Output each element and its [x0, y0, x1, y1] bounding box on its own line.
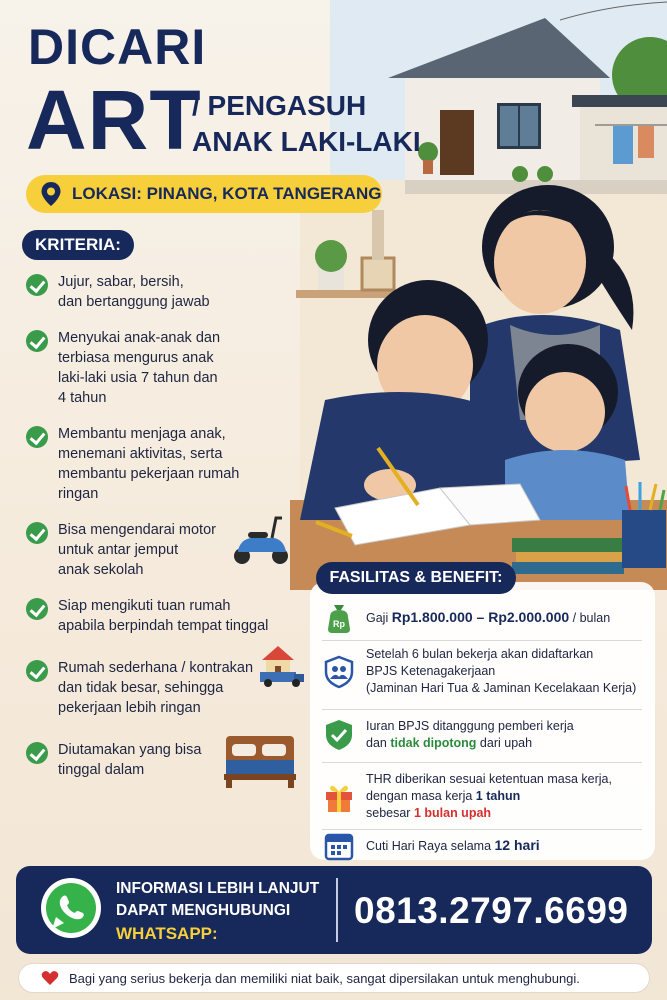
iuran-line-2-pre: dan: [366, 736, 391, 750]
phone-number[interactable]: 0813.2797.6699: [354, 890, 629, 931]
title-subtitle-pengasuh: / PENGASUH: [192, 90, 367, 121]
iuran-line-1: Iuran BPJS ditanggung pemberi kerja: [366, 719, 574, 733]
criteria-line: Diutamakan yang bisa: [58, 742, 202, 758]
heart-icon: [41, 970, 59, 986]
shelf-plant: [315, 240, 347, 272]
criteria-line: Bisa mengendarai motor: [58, 522, 216, 538]
check-icon: [26, 426, 48, 448]
criteria-line: menemani aktivitas, serta: [58, 446, 223, 462]
benefit-thr: [322, 771, 650, 822]
contact-whatsapp-label: WHATSAPP:: [116, 924, 218, 943]
location-text: LOKASI: PINANG, KOTA TANGERANG: [72, 184, 382, 203]
cuti-pre: Cuti Hari Raya selama: [366, 839, 495, 853]
criteria-line: laki-laki usia 7 tahun dan: [58, 370, 218, 386]
window-frame: [372, 210, 384, 260]
thr-line-2-pre: dengan masa kerja: [366, 789, 476, 803]
criteria-line: pekerjaan lebih ringan: [58, 700, 201, 716]
thr-line-3-bold: 1 bulan upah: [413, 806, 492, 820]
title-line-dicari: DICARI: [28, 19, 207, 75]
benefit-iuran: [322, 718, 650, 752]
benefit-divider: [322, 709, 642, 710]
check-icon: [26, 330, 48, 352]
cuti-bold: 12 hari: [494, 837, 540, 853]
benefit-divider: [322, 640, 642, 641]
benefit-salary: [322, 601, 650, 635]
location-badge: [26, 175, 382, 213]
contact-info-line-2: DAPAT MENGHUBUNGI: [116, 902, 291, 919]
title-subtitle-anak: ANAK LAKI-LAKI: [192, 126, 421, 157]
footer-text: Bagi yang serius bekerja dan memiliki niat baik, sangat dipersilakan untuk menghubungi.: [69, 970, 580, 986]
check-icon: [26, 742, 48, 764]
criteria-line: Membantu menjaga anak,: [58, 426, 226, 442]
check-icon: [26, 522, 48, 544]
check-icon: [26, 660, 48, 682]
salary-amount: Rp1.800.000 – Rp2.000.000: [391, 609, 570, 625]
pencil-cup: [622, 510, 666, 568]
money-bag-icon: [322, 601, 356, 635]
salary-prefix: Gaji: [366, 611, 392, 625]
money-bag-label: Rp: [333, 619, 345, 629]
criteria-line: untuk antar jemput: [58, 542, 179, 558]
salary-suffix: / bulan: [569, 611, 611, 625]
criteria-item: [26, 424, 296, 504]
iuran-line-2-post: dari upah: [476, 736, 533, 750]
criteria-line: apabila berpindah tempat tinggal: [58, 618, 269, 634]
criteria-item: [26, 328, 296, 408]
bed-icon: [222, 732, 298, 790]
contact-info-line-1: INFORMASI LEBIH LANJUT: [116, 880, 320, 897]
book-stack: [512, 538, 624, 552]
thr-line-3-pre: sebesar: [366, 806, 414, 820]
contact-separator: [336, 878, 338, 942]
calendar-icon: [322, 829, 356, 863]
criteria-line: tinggal dalam: [58, 762, 145, 778]
kriteria-heading: KRITERIA:: [22, 230, 134, 260]
bpjs-line-2: BPJS Ketenagakerjaan: [366, 664, 496, 678]
criteria-line: membantu pekerjaan rumah: [58, 466, 240, 482]
shield-check-icon: [322, 718, 356, 752]
criteria-line: Siap mengikuti tuan rumah: [58, 598, 231, 614]
iuran-line-2-bold: tidak dipotong: [390, 736, 477, 750]
criteria-item: [26, 658, 296, 718]
criteria-line: ringan: [58, 486, 99, 502]
criteria-line: terbiasa mengurus anak: [58, 350, 214, 366]
criteria-item: [26, 596, 296, 636]
picture-frame: [362, 258, 394, 290]
bpjs-line-3: (Jaminan Hari Tua & Jaminan Kecelakaan Kerja): [366, 681, 637, 695]
criteria-line: Jujur, sabar, bersih,: [58, 274, 184, 290]
thr-line-1: THR diberikan sesuai ketentuan masa kerja,: [366, 772, 612, 786]
criteria-line: Rumah sederhana / kontrakan: [58, 660, 254, 676]
check-icon: [26, 598, 48, 620]
criteria-line: dan bertanggung jawab: [58, 294, 210, 310]
bpjs-line-1: Setelah 6 bulan bekerja akan didaftarkan: [366, 647, 594, 661]
criteria-line: dan tidak besar, sehingga: [58, 680, 224, 696]
whatsapp-icon[interactable]: [38, 875, 104, 941]
map-pin-icon: [40, 181, 62, 207]
check-icon: [26, 274, 48, 296]
benefit-divider: [322, 762, 642, 763]
criteria-line: Menyukai anak-anak dan: [58, 330, 221, 346]
criteria-item: [26, 272, 296, 312]
title-line-art: ART: [26, 73, 202, 167]
scooter-icon: [228, 512, 294, 566]
footer-note: [18, 963, 650, 993]
benefit-cuti: [322, 829, 650, 863]
criteria-line: 4 tahun: [58, 390, 107, 406]
gift-icon: [322, 780, 356, 814]
benefit-heading: FASILITAS & BENEFIT:: [316, 562, 516, 594]
thr-line-2-bold: 1 tahun: [475, 789, 521, 803]
criteria-line: anak sekolah: [58, 562, 144, 578]
benefit-bpjs: [322, 646, 650, 697]
house-truck-icon: [258, 642, 306, 688]
shield-people-icon: [322, 655, 356, 689]
